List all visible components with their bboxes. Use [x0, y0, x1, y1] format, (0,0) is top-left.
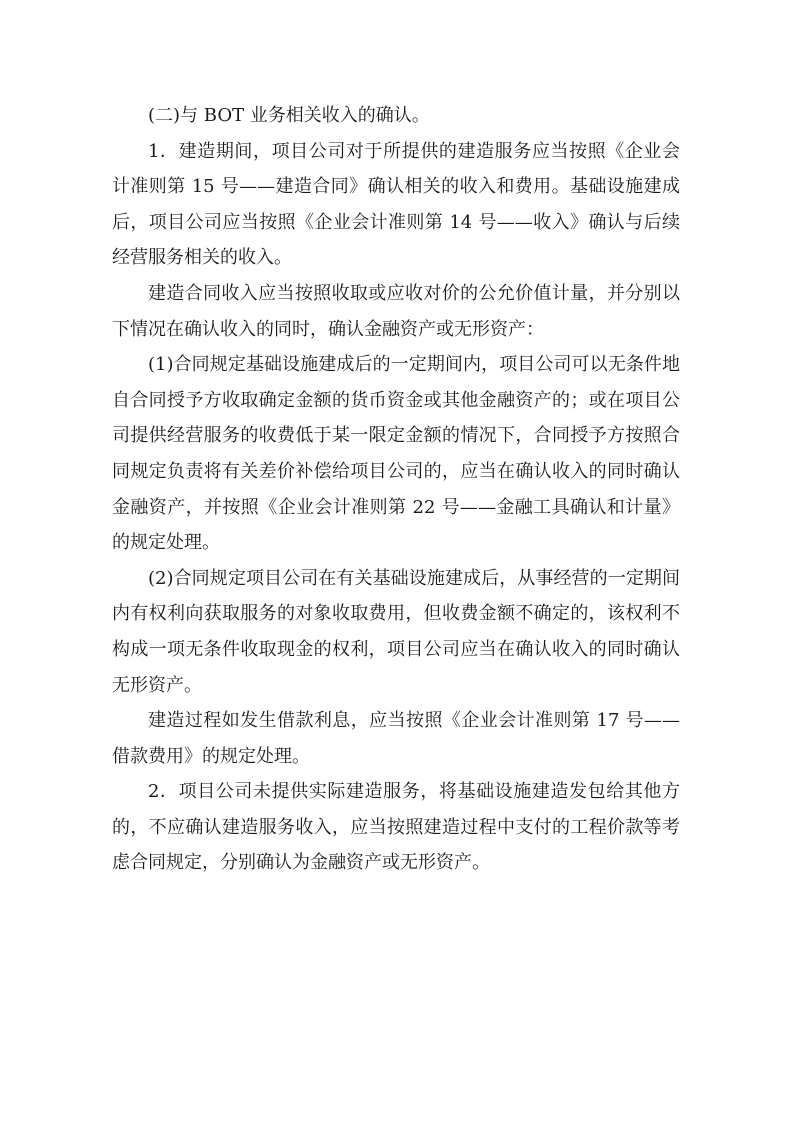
- paragraph-borrowing-costs: 建造过程如发生借款利息，应当按照《企业会计准则第 17 号——借款费用》的规定处理。: [112, 710, 680, 767]
- section-heading: (二)与 BOT 业务相关收入的确认。: [148, 105, 430, 126]
- document-body: [112, 98, 680, 881]
- paragraph-construction-period: 1．建造期间，项目公司对于所提供的建造服务应当按照《企业会计准则第 15 号——建造合同》确认相关的收入和费用。基础设施建成后，项目公司应当按照《企业会计准则第 14 号——收入》确认与后续经营服务相关的收入。: [112, 140, 680, 269]
- paragraph-revenue-measurement: 建造合同收入应当按照收取或应收对价的公允价值计量，并分别以下情况在确认收入的同时，确认金融资产或无形资产：: [112, 282, 680, 340]
- paragraph-no-construction-service: 2．项目公司未提供实际建造服务，将基础设施建造发包给其他方的，不应确认建造服务收入，应当按照建造过程中支付的工程价款等考虑合同规定，分别确认为金融资产或无形资产。: [112, 781, 680, 874]
- paragraph-item-1-financial-asset: (1)合同规定基础设施建成后的一定期间内，项目公司可以无条件地自合同授予方收取确定金额的货币资金或其他金融资产的；或在项目公司提供经营服务的收费低于某一限定金额的情况下，合同授予方按照合同规定负责将有关差价补偿给项目公司的，应当在确认收入的同时确认金融资产，并按照《企业会计准则第 22 号——金融工具确认和计量》的规定处理。: [112, 354, 680, 554]
- paragraph-item-2-intangible-asset: (2)合同规定项目公司在有关基础设施建成后，从事经营的一定期间内有权利向获取服务的对象收取费用，但收费金额不确定的，该权利不构成一项无条件收取现金的权利，项目公司应当在确认收入的同时确认无形资产。: [112, 567, 680, 696]
